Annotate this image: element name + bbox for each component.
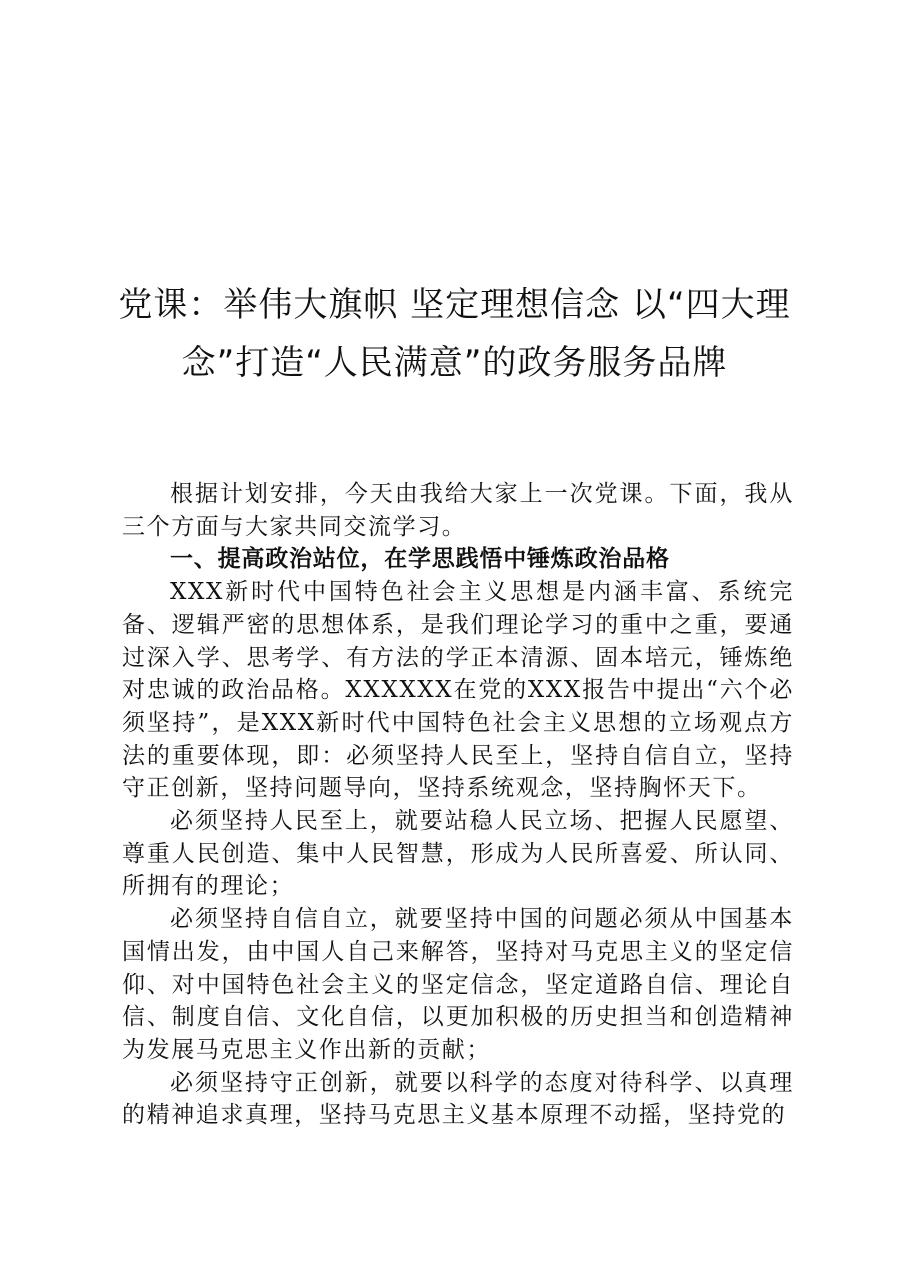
document-title <box>80 276 829 392</box>
body-paragraph: 必须坚持人民至上，就要站稳人民立场、把握人民愿望、尊重人民创造、集中人民智慧，形成为人民所喜爱、所认同、所拥有的理论； <box>122 808 794 900</box>
body-paragraph: 必须坚持自信自立，就要坚持中国的问题必须从中国基本国情出发，由中国人自己来解答，坚持对马克思主义的坚定信仰、对中国特色社会主义的坚定信念，坚定道路自信、理论自信、制度自信、文化自信，以更加积极的历史担当和创造精神为发展马克思主义作出新的贡献； <box>122 906 794 1063</box>
body-paragraph: XXX新时代中国特色社会主义思想是内涵丰富、系统完备、逻辑严密的思想体系，是我们理论学习的重中之重，要通过深入学、思考学、有方法的学正本清源、固本培元，锤炼绝对忠诚的政治品格。XXXXXX在党的XXX报告中提出“六个必须坚持”，是XXX新时代中国特色社会主义思想的立场观点方法的重要体现，即：必须坚持人民至上，坚持自信自立，坚持守正创新，坚持问题导向，坚持系统观念，坚持胸怀天下。 <box>122 579 794 802</box>
title-line-2: 念”打造“人民满意”的政务服务品牌 <box>181 343 728 383</box>
section-heading-1: 一、提高政治站位，在学思践悟中锤炼政治品格 <box>170 546 670 573</box>
title-line-1: 党课：举伟大旗帜 坚定理想信念 以“四大理 <box>118 285 791 325</box>
intro-paragraph: 根据计划安排，今天由我给大家上一次党课。下面，我从三个方面与大家共同交流学习。 <box>122 481 794 540</box>
document-body <box>122 478 794 1132</box>
body-paragraph: 必须坚持守正创新，就要以科学的态度对待科学、以真理的精神追求真理，坚持马克思主义基本原理不动摇，坚持党的 <box>122 1069 794 1129</box>
